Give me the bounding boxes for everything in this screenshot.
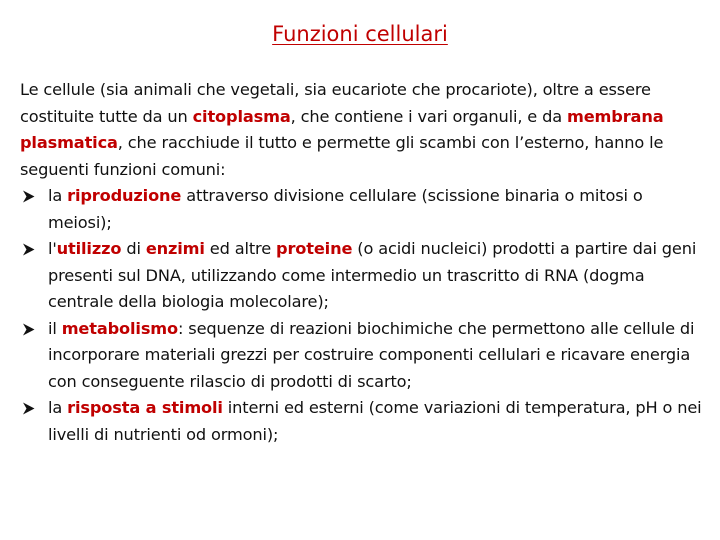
content-body [20,77,710,448]
arrowhead-bullet-icon [20,316,44,342]
intro-text: Le cellule (sia animali che vegetali, sia eucariote che procariote), oltre a essere costituite tutte da un [20,80,651,126]
keyword-utilizzo: utilizzo [56,239,122,258]
intro-text: , che racchiude il tutto e permette gli scambi con l’esterno, hanno le seguenti funzioni comuni: [20,133,664,179]
list-item-riproduzione [20,183,710,236]
item-text: attraverso divisione cellulare (scissione binaria o mitosi o meiosi); [48,186,643,232]
item-text: interni ed esterni (come variazioni di temperatura, pH o nei livelli di nutrienti od ormoni); [48,398,702,444]
list-item-metabolismo [20,316,710,396]
arrowhead-bullet-icon [20,395,44,421]
list-item-risposta-a-stimoli [20,395,710,448]
item-text: : sequenze di reazioni biochimiche che permettono alle cellule di incorporare materiali grezzi per costruire componenti cellulari e ricavare energia con conseguente rilascio di prodotti di scarto; [48,318,695,391]
keyword-riproduzione: riproduzione [67,186,182,205]
keyword-enzimi: enzimi [145,239,205,258]
item-text: la [48,186,68,205]
keyword-metabolismo: metabolismo [61,318,178,338]
list-item-utilizzo [20,236,710,316]
item-text: l' [48,239,57,258]
keyword-risposta-a-stimoli: risposta a stimoli [67,398,223,417]
item-text: di [121,239,146,258]
item-text: ed altre [204,239,277,258]
keyword-citoplasma: citoplasma [192,106,291,126]
item-text: la [48,398,68,417]
slide-title: Funzioni cellulari [272,22,448,46]
intro-paragraph [20,77,710,183]
item-text: il [48,318,62,338]
keyword-proteine: proteine [276,239,353,258]
functions-list [20,183,710,448]
intro-text: , che contiene i vari organuli, e da [290,106,568,126]
arrowhead-bullet-icon [20,236,44,262]
keyword-membrana-plasmatica: membrana plasmatica [20,106,664,152]
arrowhead-bullet-icon [20,183,44,209]
item-text: (o acidi nucleici) prodotti a partire dai geni presenti sul DNA, utilizzando come intermedio un trascritto di RNA (dogma centrale della biologia molecolare); [48,239,697,311]
